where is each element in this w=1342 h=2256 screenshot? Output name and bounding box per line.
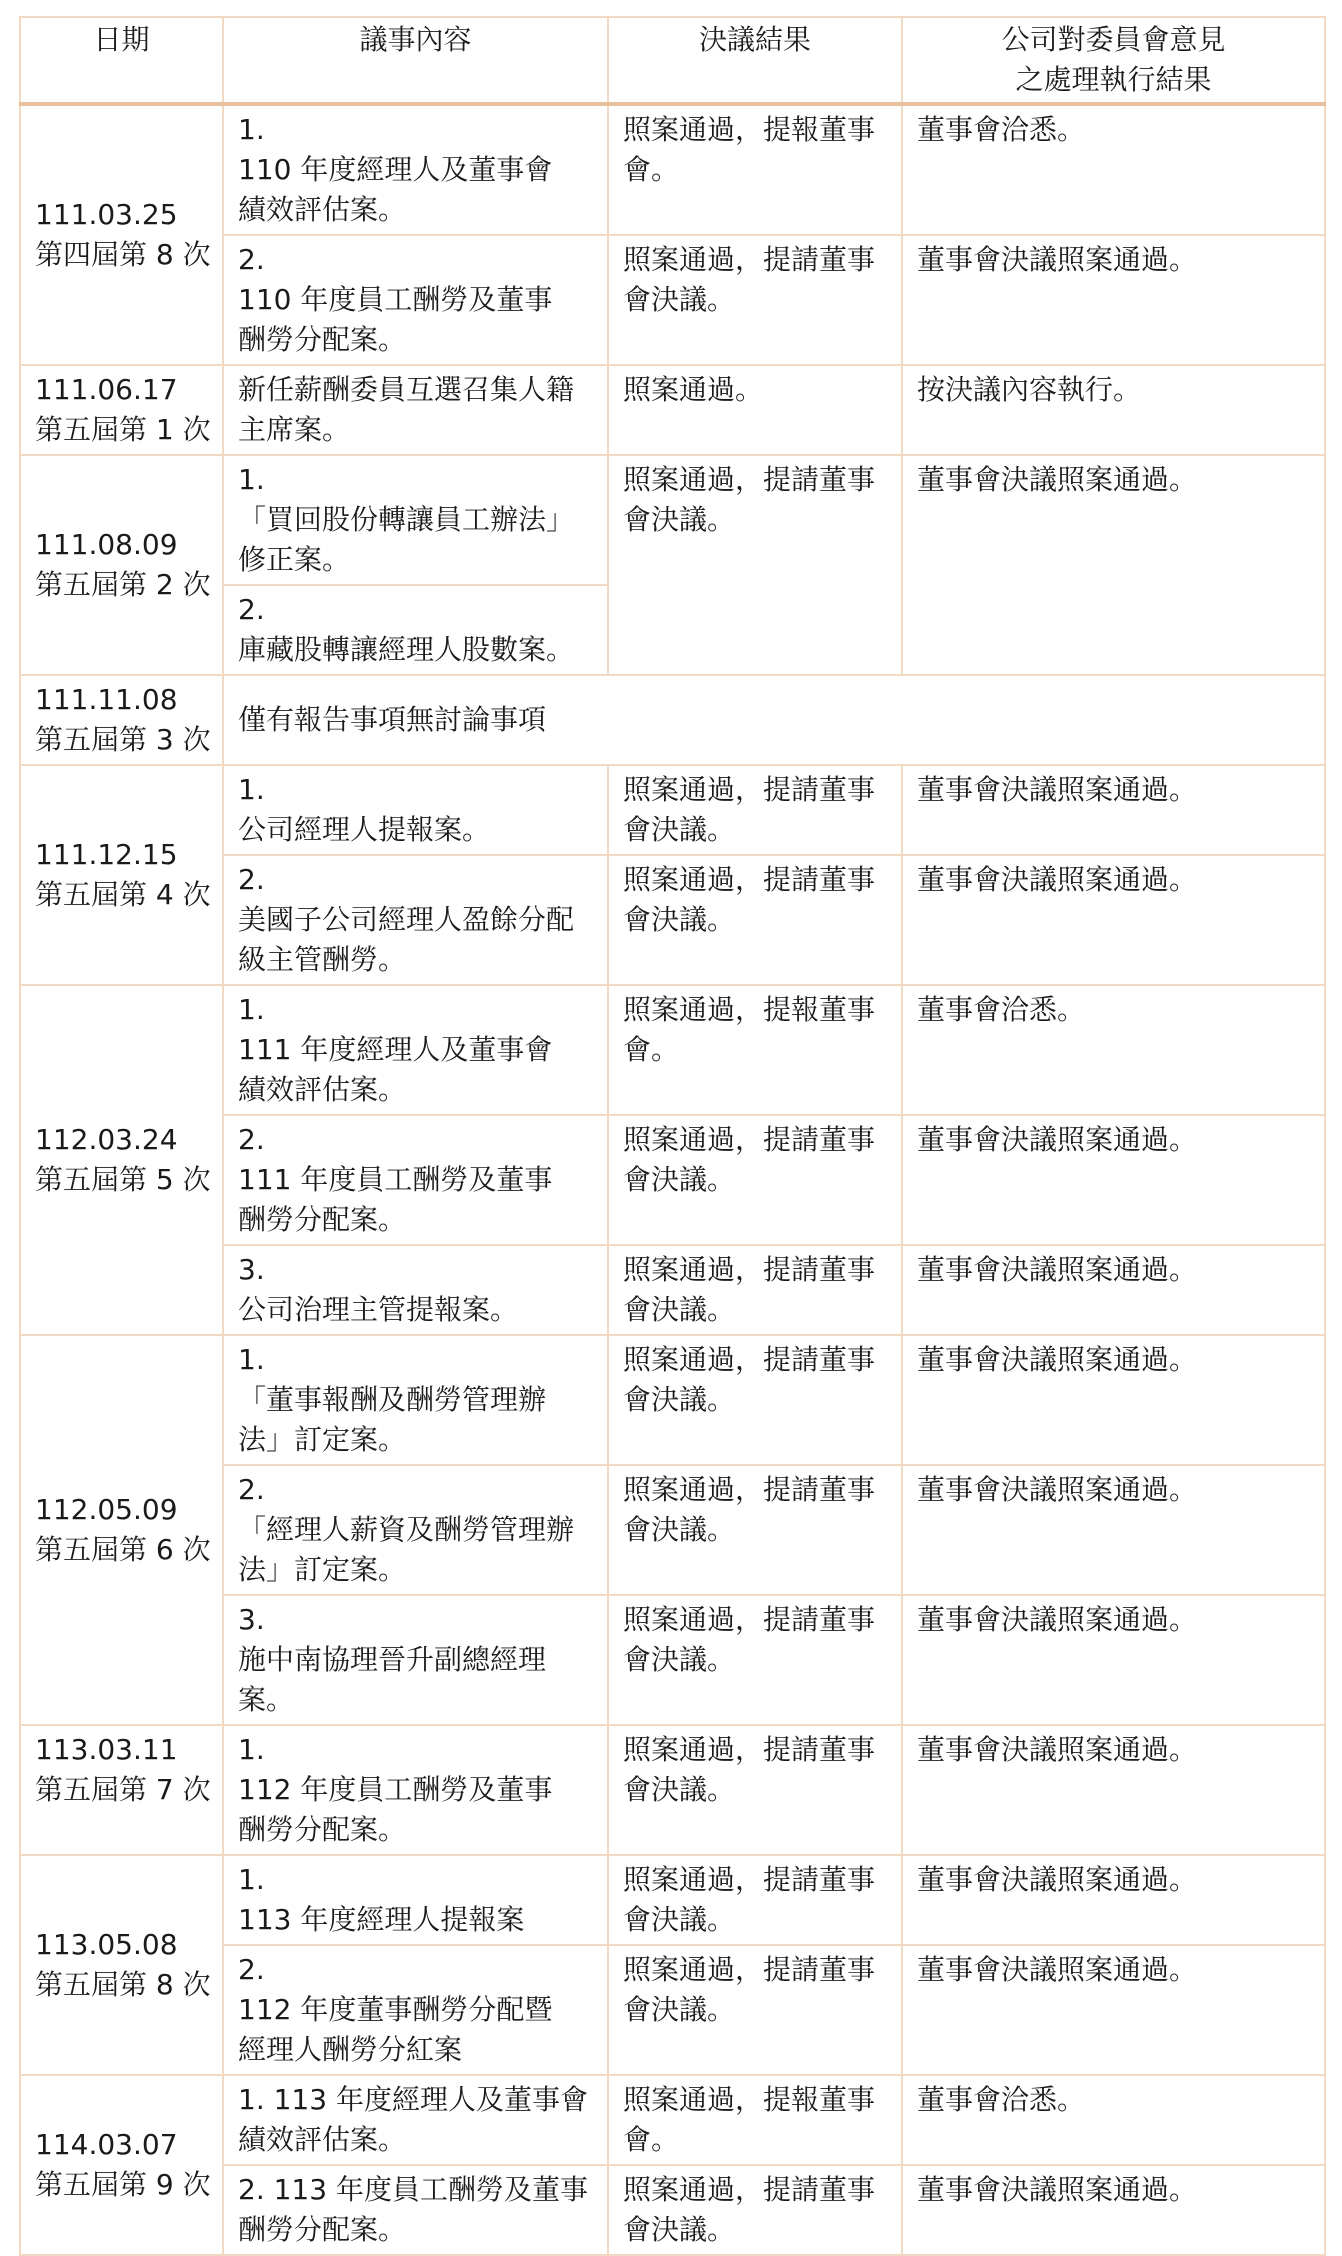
result-cell: 照案通過，提請董事會決議。 xyxy=(608,1335,902,1465)
date-cell xyxy=(20,1855,223,2075)
meeting-date: 111.06.17 xyxy=(35,373,178,406)
table-row xyxy=(20,365,1325,455)
date-cell xyxy=(20,765,223,985)
result-cell: 照案通過，提請董事會決議。 xyxy=(608,1595,902,1725)
action-cell: 董事會決議照案通過。 xyxy=(902,1945,1325,2075)
item-number: 2. xyxy=(238,593,265,626)
result-cell: 照案通過，提請董事會決議。 xyxy=(608,1725,902,1855)
action-cell: 董事會決議照案通過。 xyxy=(902,1465,1325,1595)
date-cell xyxy=(20,365,223,455)
item-text: 公司經理人提報案。 xyxy=(238,813,491,846)
meeting-session: 第五屆第 4 次 xyxy=(35,878,211,911)
result-cell: 照案通過，提請董事會決議。 xyxy=(608,455,902,675)
meeting-session: 第五屆第 5 次 xyxy=(35,1163,211,1196)
meeting-session: 第四屆第 8 次 xyxy=(35,238,211,271)
date-cell xyxy=(20,1725,223,1855)
agenda-item xyxy=(223,104,608,235)
result-cell: 照案通過，提報董事會。 xyxy=(608,985,902,1115)
meeting-date: 111.11.08 xyxy=(35,683,178,716)
meeting-date: 111.08.09 xyxy=(35,528,178,561)
action-cell: 董事會決議照案通過。 xyxy=(902,1115,1325,1245)
meeting-date: 111.03.25 xyxy=(35,198,178,231)
item-number: 1. xyxy=(238,1863,265,1896)
agenda-item xyxy=(223,1335,608,1465)
agenda-item xyxy=(223,1595,608,1725)
item-text: 112 年度員工酬勞及董事酬勞分配案。 xyxy=(238,1773,553,1846)
date-cell xyxy=(20,2075,223,2255)
agenda-item xyxy=(223,1245,608,1335)
action-cell: 董事會決議照案通過。 xyxy=(902,1855,1325,1945)
item-number: 1. xyxy=(238,773,265,806)
table-row xyxy=(20,765,1325,855)
item-number: 3. xyxy=(238,1253,265,1286)
table-row xyxy=(20,1725,1325,1855)
header-row xyxy=(20,17,1325,104)
action-cell: 董事會洽悉。 xyxy=(902,2075,1325,2165)
result-cell: 照案通過，提請董事會決議。 xyxy=(608,855,902,985)
item-text: 111 年度員工酬勞及董事酬勞分配案。 xyxy=(238,1163,553,1236)
item-number: 2. xyxy=(238,243,265,276)
item-number: 1. xyxy=(238,463,265,496)
report-only-note: 僅有報告事項無討論事項 xyxy=(223,675,1325,765)
item-number: 1. xyxy=(238,993,265,1026)
result-cell: 照案通過，提請董事會決議。 xyxy=(608,1465,902,1595)
result-cell: 照案通過，提請董事會決議。 xyxy=(608,2165,902,2255)
result-cell: 照案通過，提報董事會。 xyxy=(608,2075,902,2165)
table-row xyxy=(20,1335,1325,1465)
action-cell: 董事會洽悉。 xyxy=(902,985,1325,1115)
action-cell: 董事會決議照案通過。 xyxy=(902,765,1325,855)
item-text: 110 年度經理人及董事會績效評估案。 xyxy=(238,153,553,226)
agenda-item xyxy=(223,235,608,365)
result-cell: 照案通過，提請董事會決議。 xyxy=(608,1115,902,1245)
agenda-item xyxy=(223,1115,608,1245)
meeting-date: 113.03.11 xyxy=(35,1733,178,1766)
table-row xyxy=(20,104,1325,235)
meeting-session: 第五屆第 6 次 xyxy=(35,1533,211,1566)
agenda-item xyxy=(223,455,608,585)
action-cell: 董事會決議照案通過。 xyxy=(902,1245,1325,1335)
item-text: 庫藏股轉讓經理人股數案。 xyxy=(238,633,575,666)
item-text: 113 年度經理人提報案 xyxy=(238,1903,525,1936)
result-cell: 照案通過，提請董事會決議。 xyxy=(608,235,902,365)
item-number: 2. xyxy=(238,1953,265,1986)
item-number: 2. xyxy=(238,1123,265,1156)
agenda-item xyxy=(223,1945,608,2075)
item-number: 2. xyxy=(238,1473,265,1506)
agenda-item xyxy=(223,1855,608,1945)
action-cell: 董事會決議照案通過。 xyxy=(902,1335,1325,1465)
table-row xyxy=(20,455,1325,585)
agenda-item xyxy=(223,585,608,675)
table-row xyxy=(20,1855,1325,1945)
agenda-item xyxy=(223,1465,608,1595)
agenda-item xyxy=(223,1725,608,1855)
action-cell: 董事會決議照案通過。 xyxy=(902,855,1325,985)
agenda-item: 2. 113 年度員工酬勞及董事酬勞分配案。 xyxy=(223,2165,608,2255)
result-cell: 照案通過，提請董事會決議。 xyxy=(608,1945,902,2075)
date-cell xyxy=(20,675,223,765)
col-header-result: 決議結果 xyxy=(608,17,902,104)
result-cell: 照案通過，提請董事會決議。 xyxy=(608,1855,902,1945)
item-number: 1. xyxy=(238,1343,265,1376)
action-cell: 董事會洽悉。 xyxy=(902,104,1325,235)
meeting-date: 114.03.07 xyxy=(35,2128,178,2161)
meeting-session: 第五屆第 1 次 xyxy=(35,413,211,446)
action-cell: 董事會決議照案通過。 xyxy=(902,235,1325,365)
result-cell: 照案通過，提請董事會決議。 xyxy=(608,1245,902,1335)
table-row xyxy=(20,675,1325,765)
col-header-content: 議事內容 xyxy=(223,17,608,104)
date-cell xyxy=(20,985,223,1335)
meeting-session: 第五屆第 2 次 xyxy=(35,568,211,601)
agenda-item xyxy=(223,855,608,985)
result-cell: 照案通過，提請董事會決議。 xyxy=(608,765,902,855)
meeting-session: 第五屆第 9 次 xyxy=(35,2168,211,2201)
meeting-date: 111.12.15 xyxy=(35,838,178,871)
item-number: 2. xyxy=(238,863,265,896)
meeting-session: 第五屆第 8 次 xyxy=(35,1968,211,2001)
item-number: 3. xyxy=(238,1603,265,1636)
col-header-action xyxy=(902,17,1325,104)
item-text: 「買回股份轉讓員工辦法」修正案。 xyxy=(238,503,575,576)
result-cell: 照案通過。 xyxy=(608,365,902,455)
table-row xyxy=(20,985,1325,1115)
meeting-session: 第五屆第 7 次 xyxy=(35,1773,211,1806)
item-text: 112 年度董事酬勞分配暨經理人酬勞分紅案 xyxy=(238,1993,553,2066)
agenda-item xyxy=(223,985,608,1115)
item-text: 110 年度員工酬勞及董事酬勞分配案。 xyxy=(238,283,553,356)
col-header-date: 日期 xyxy=(20,17,223,104)
date-cell xyxy=(20,104,223,365)
item-text: 美國子公司經理人盈餘分配級主管酬勞。 xyxy=(238,903,575,976)
table-row xyxy=(20,2075,1325,2165)
action-cell: 董事會決議照案通過。 xyxy=(902,2165,1325,2255)
item-number: 1. xyxy=(238,113,265,146)
col-header-action-line2: 之處理執行結果 xyxy=(1015,63,1212,96)
meeting-date: 113.05.08 xyxy=(35,1928,178,1961)
date-cell xyxy=(20,455,223,675)
result-cell: 照案通過，提報董事會。 xyxy=(608,104,902,235)
agenda-item: 新任薪酬委員互選召集人籍主席案。 xyxy=(223,365,608,455)
action-cell: 董事會決議照案通過。 xyxy=(902,455,1325,675)
item-text: 施中南協理晉升副總經理案。 xyxy=(238,1643,547,1716)
item-text: 111 年度經理人及董事會績效評估案。 xyxy=(238,1033,553,1106)
date-cell xyxy=(20,1335,223,1725)
agenda-item: 1. 113 年度經理人及董事會績效評估案。 xyxy=(223,2075,608,2165)
action-cell: 董事會決議照案通過。 xyxy=(902,1595,1325,1725)
meeting-session: 第五屆第 3 次 xyxy=(35,723,211,756)
item-text: 「董事報酬及酬勞管理辦法」訂定案。 xyxy=(238,1383,547,1456)
meeting-table xyxy=(19,16,1326,2256)
meeting-date: 112.03.24 xyxy=(35,1123,178,1156)
action-cell: 董事會決議照案通過。 xyxy=(902,1725,1325,1855)
item-text: 公司治理主管提報案。 xyxy=(238,1293,519,1326)
meeting-date: 112.05.09 xyxy=(35,1493,178,1526)
agenda-item xyxy=(223,765,608,855)
col-header-action-line1: 公司對委員會意見 xyxy=(1001,23,1226,56)
item-text: 「經理人薪資及酬勞管理辦法」訂定案。 xyxy=(238,1513,575,1586)
action-cell: 按決議內容執行。 xyxy=(902,365,1325,455)
item-number: 1. xyxy=(238,1733,265,1766)
